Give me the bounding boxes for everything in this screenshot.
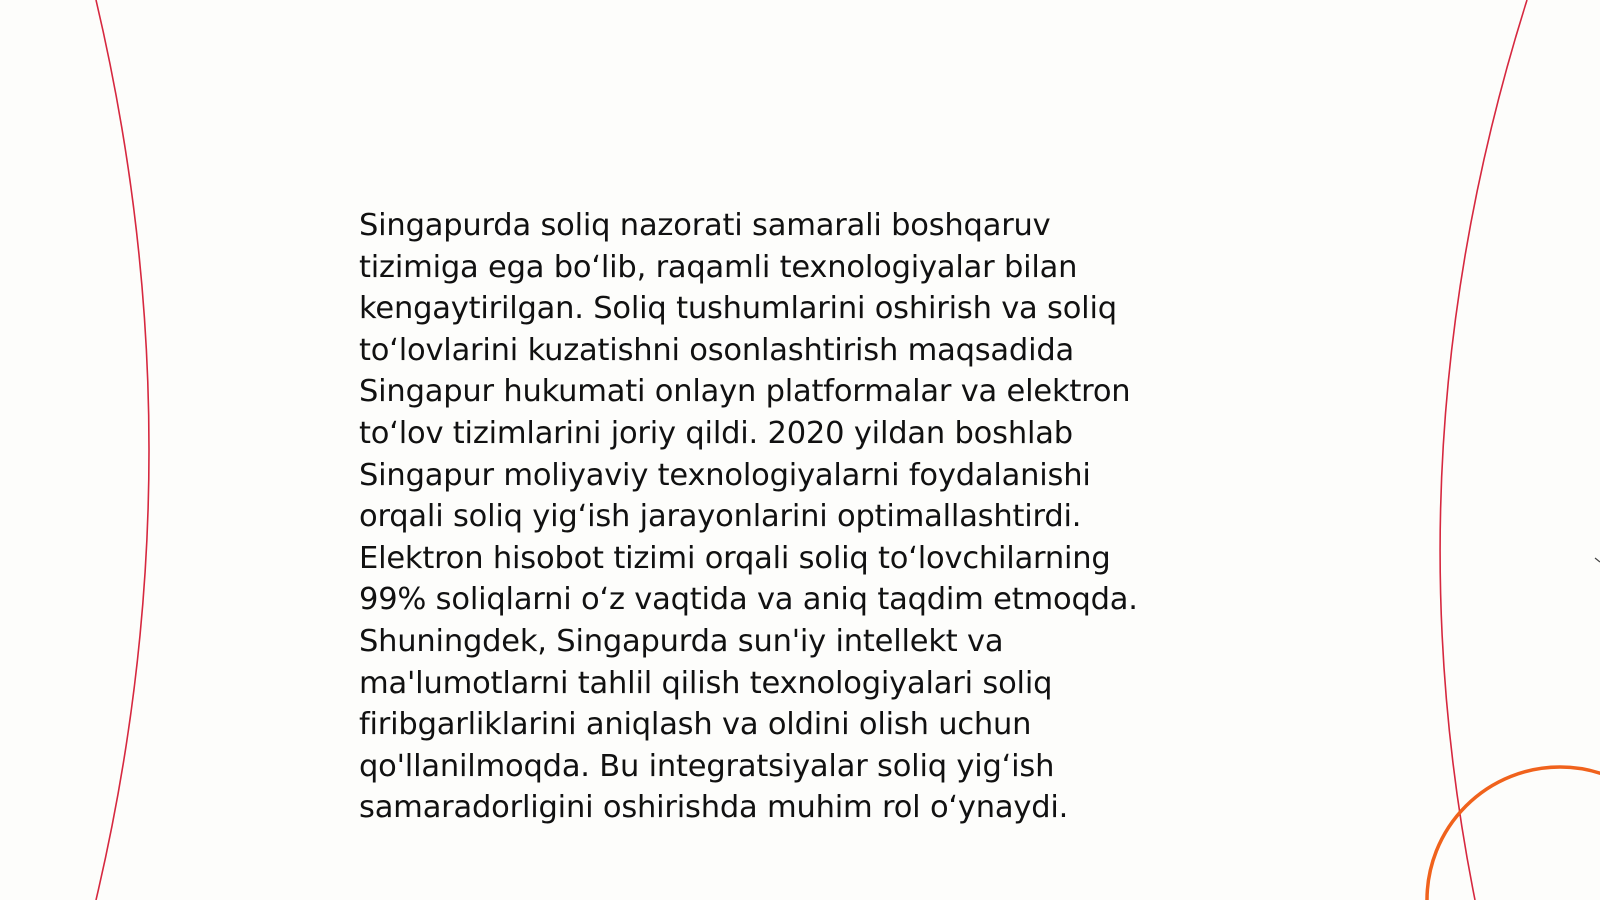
paragraph-line: orqali soliq yig‘ish jarayonlarini optimallashtirdi. bbox=[359, 499, 1082, 535]
paragraph-line: Elektron hisobot tizimi orqali soliq to‘lovchilarning bbox=[359, 540, 1111, 576]
paragraph-line: Singapur moliyaviy texnologiyalarni foydalanishi bbox=[359, 457, 1091, 493]
orange-circle-outline bbox=[1427, 767, 1600, 900]
body-paragraph bbox=[359, 205, 1219, 829]
paragraph-line: ma'lumotlarni tahlil qilish texnologiyalari soliq bbox=[359, 665, 1053, 701]
paragraph-line: tizimiga ega bo‘lib, raqamli texnologiyalar bilan bbox=[359, 249, 1078, 285]
paragraph-line: to‘lov tizimlarini joriy qildi. 2020 yildan boshlab bbox=[359, 415, 1073, 451]
paragraph-line: to‘lovlarini kuzatishni osonlashtirish maqsadida bbox=[359, 332, 1074, 368]
paragraph-line: samaradorligini oshirishda muhim rol o‘ynaydi. bbox=[359, 790, 1069, 826]
paragraph-line: Singapurda soliq nazorati samarali boshqaruv bbox=[359, 208, 1051, 243]
paragraph-line: Shuningdek, Singapurda sun'iy intellekt va bbox=[359, 623, 1004, 659]
paragraph-line: Singapur hukumati onlayn platformalar va elektron bbox=[359, 374, 1131, 410]
left-arc-line bbox=[96, 0, 149, 900]
right-arc-line bbox=[1440, 0, 1527, 900]
paragraph-line: 99% soliqlarni o‘z vaqtida va aniq taqdim etmoqda. bbox=[359, 582, 1138, 618]
paragraph-line: firibgarliklarini aniqlash va oldini olish uchun bbox=[359, 707, 1032, 743]
paragraph-line: kengaytirilgan. Soliq tushumlarini oshirish va soliq bbox=[359, 291, 1117, 327]
paragraph-line: qo'llanilmoqda. Bu integratsiyalar soliq yig‘ish bbox=[359, 748, 1055, 784]
edge-tick-mark bbox=[1595, 558, 1600, 562]
